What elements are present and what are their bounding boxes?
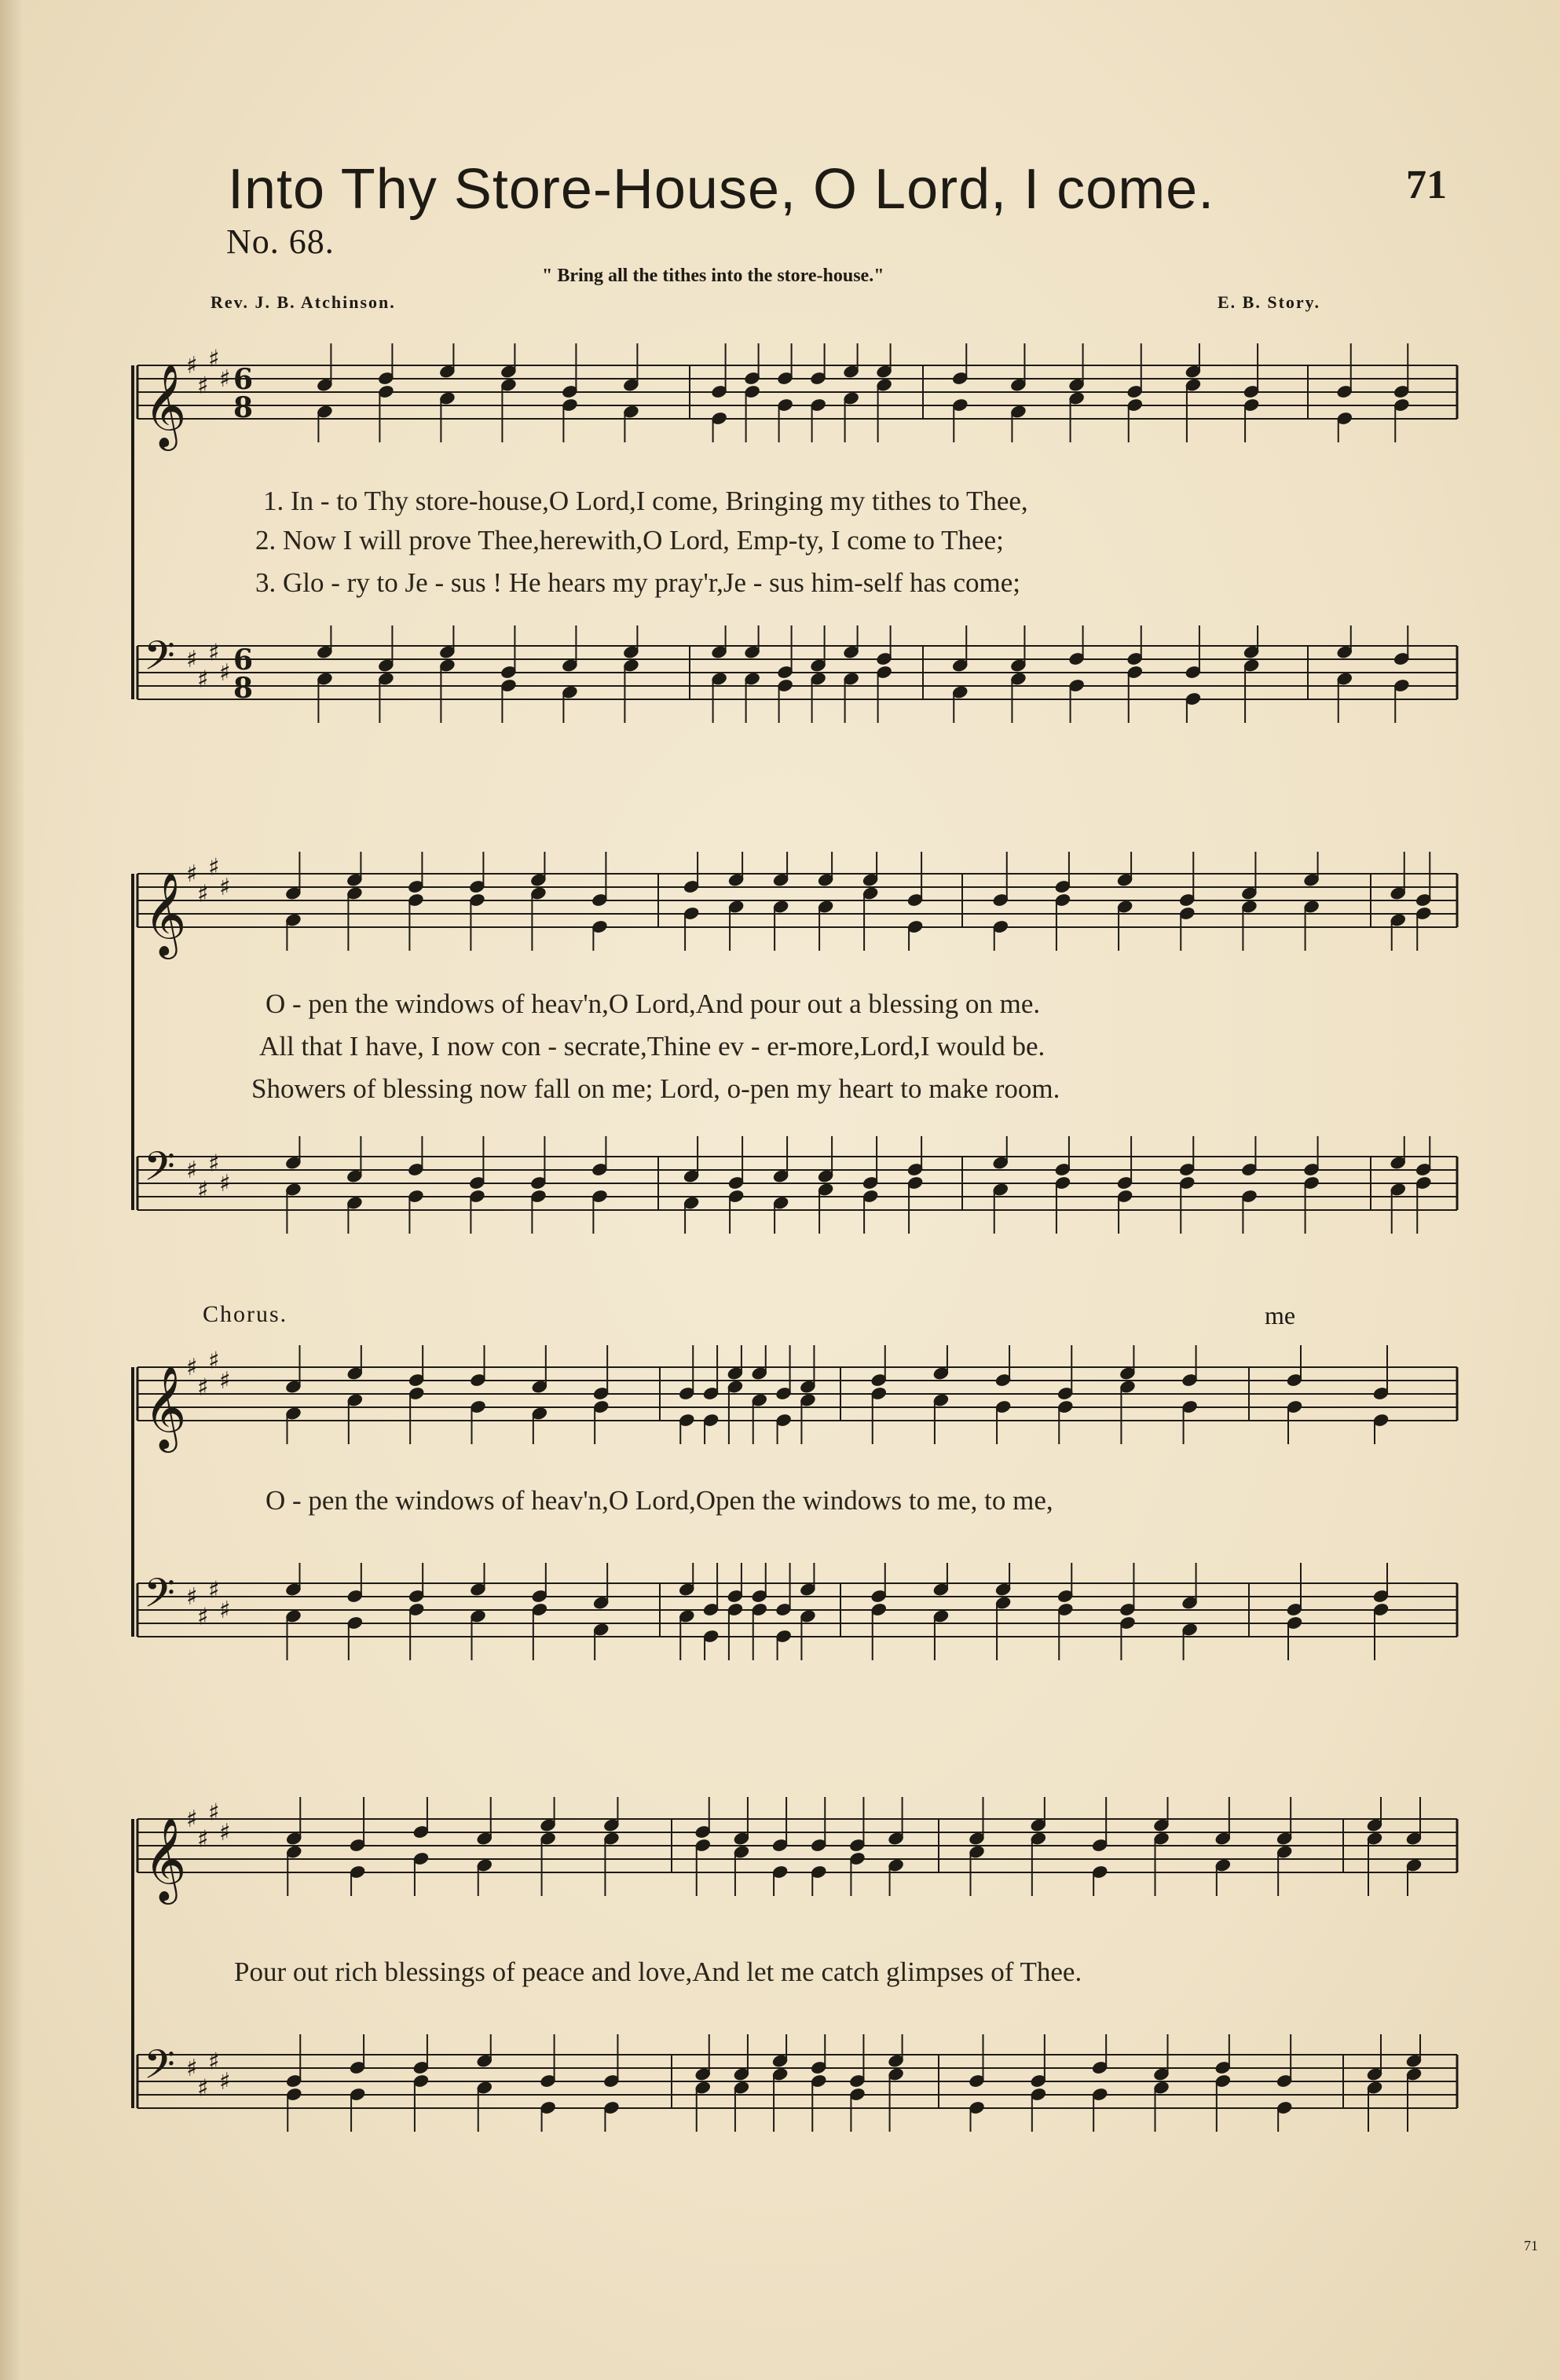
- sharp-icon: ♯: [208, 1150, 220, 1178]
- sharp-icon: ♯: [219, 2068, 231, 2096]
- treble-clef-icon: 𝄞: [144, 1817, 187, 1901]
- sharp-icon: ♯: [219, 365, 231, 393]
- sharp-icon: ♯: [197, 666, 209, 694]
- lyric-verse2-line1: 2. Now I will prove Thee,herewith,O Lord, Emp-ty, I come to Thee;: [255, 525, 1004, 556]
- sharp-icon: ♯: [208, 1576, 220, 1604]
- footer-page-number: 71: [1524, 2238, 1538, 2253]
- bass-clef-icon: 𝄢: [144, 2041, 175, 2098]
- sharp-icon: ♯: [219, 659, 231, 687]
- sharp-icon: ♯: [197, 372, 209, 400]
- scripture-epigraph: " Bring all the tithes into the store-house.": [542, 266, 884, 286]
- sharp-icon: ♯: [208, 2048, 220, 2076]
- sharp-icon: ♯: [186, 352, 198, 380]
- sharp-icon: ♯: [219, 1367, 231, 1395]
- sharp-icon: ♯: [208, 1799, 220, 1827]
- sharp-icon: ♯: [186, 1157, 198, 1184]
- lyric-chorus-line1: O - pen the windows of heav'n,O Lord,Open the windows to me, to me,: [265, 1485, 1053, 1516]
- sharp-icon: ♯: [197, 1603, 209, 1631]
- chorus-cue-word: me: [1265, 1301, 1296, 1329]
- sharp-icon: ♯: [186, 860, 198, 888]
- sharp-icon: ♯: [219, 1170, 231, 1197]
- lyric-verse1-line2: O - pen the windows of heav'n,O Lord,And pour out a blessing on me.: [265, 988, 1041, 1019]
- sharp-icon: ♯: [186, 1583, 198, 1611]
- lyric-verse2-line2: All that I have, I now con - secrate,Thine ev - er-more,Lord,I would be.: [259, 1031, 1045, 1062]
- hymn-title: Into Thy Store-House, O Lord, I come.: [228, 158, 1215, 221]
- treble-clef-icon: 𝄞: [144, 363, 187, 447]
- lyric-verse3-line2: Showers of blessing now fall on me; Lord, o-pen my heart to make room.: [251, 1073, 1060, 1104]
- treble-clef-icon: 𝄞: [144, 871, 187, 955]
- lyric-verse1-line1: 1. In - to Thy store-house,O Lord,I come, Bringing my tithes to Thee,: [263, 486, 1028, 516]
- time-signature-bottom: 8: [233, 672, 254, 705]
- lyric-verse3-line1: 3. Glo - ry to Je - sus ! He hears my pray'r,Je - sus him-self has come;: [255, 567, 1020, 598]
- sharp-icon: ♯: [197, 1176, 209, 1205]
- treble-clef-icon: 𝄞: [144, 1365, 187, 1449]
- time-signature-top: 6: [233, 644, 254, 677]
- sharp-icon: ♯: [219, 1597, 231, 1624]
- lyric-chorus-line2: Pour out rich blessings of peace and love,And let me catch glimpses of Thee.: [234, 1956, 1082, 1987]
- sharp-icon: ♯: [197, 880, 209, 908]
- sharp-icon: ♯: [219, 874, 231, 901]
- sharp-icon: ♯: [208, 639, 220, 667]
- sharp-icon: ♯: [208, 853, 220, 882]
- bass-clef-icon: 𝄢: [144, 632, 175, 689]
- sharp-icon: ♯: [197, 1825, 209, 1854]
- sharp-icon: ♯: [186, 1806, 198, 1833]
- composer-credit: E. B. Story.: [1218, 292, 1320, 312]
- sharp-icon: ♯: [208, 345, 220, 373]
- sharp-icon: ♯: [208, 1347, 220, 1375]
- time-signature-bottom: 8: [233, 391, 254, 424]
- sharp-icon: ♯: [197, 2074, 209, 2103]
- bass-clef-icon: 𝄢: [144, 1569, 175, 1626]
- sharp-icon: ♯: [186, 2055, 198, 2082]
- hymn-number: No. 68.: [226, 222, 335, 261]
- lyricist-credit: Rev. J. B. Atchinson.: [211, 292, 396, 312]
- time-signature-top: 6: [233, 363, 254, 396]
- sharp-icon: ♯: [197, 1373, 209, 1402]
- sharp-icon: ♯: [219, 1819, 231, 1846]
- sharp-icon: ♯: [186, 1354, 198, 1381]
- sharp-icon: ♯: [186, 646, 198, 673]
- chorus-label: Chorus.: [203, 1301, 288, 1327]
- page-number: 71: [1406, 163, 1447, 207]
- bass-clef-icon: 𝄢: [144, 1142, 175, 1200]
